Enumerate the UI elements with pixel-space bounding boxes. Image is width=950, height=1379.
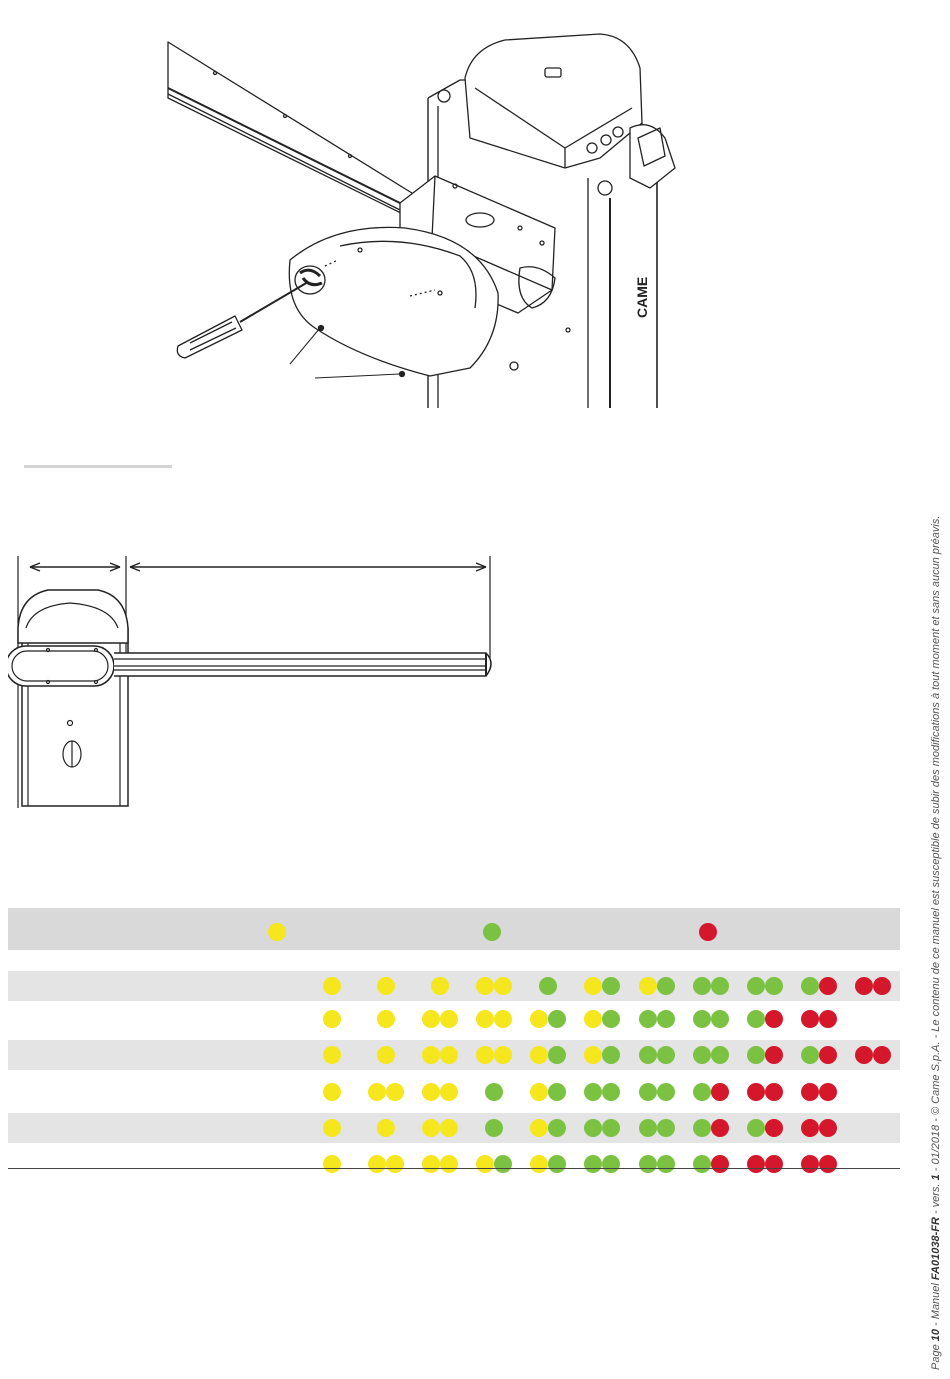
yellow-dot [323,1046,341,1064]
brand-label: CAME [634,276,650,318]
green-dot [548,1083,566,1101]
green-dot [548,1155,566,1173]
green-dot [548,1046,566,1064]
red-dot [819,1046,837,1064]
indicator-cell [801,1083,837,1101]
red-dot [711,1083,729,1101]
yellow-dot [530,1083,548,1101]
indicator-cell [801,977,837,995]
indicator-cell [422,1010,458,1028]
green-dot [747,1119,765,1137]
arm-cover [289,227,498,376]
yellow-dot [377,1010,395,1028]
indicator-cell [693,1083,729,1101]
section-divider [24,465,172,468]
red-dot [765,1010,783,1028]
yellow-dot [530,1155,548,1173]
yellow-dot [323,1119,341,1137]
indicator-cell [693,1046,729,1064]
yellow-dot [476,1010,494,1028]
green-dot [602,1155,620,1173]
green-dot [548,1010,566,1028]
table-row [8,1113,900,1143]
indicator-cell [323,1010,341,1028]
green-dot [693,1046,711,1064]
yellow-dot [323,1010,341,1028]
red-dot [801,1155,819,1173]
indicator-cell [693,1119,729,1137]
yellow-dot [440,1083,458,1101]
indicator-cell [639,977,675,995]
indicator-cell [422,1046,458,1064]
indicator-cell [747,1046,783,1064]
indicator-cell [855,977,891,995]
indicator-cell [693,1155,729,1173]
yellow-dot [368,1155,386,1173]
green-dot [602,1046,620,1064]
table-row [8,1149,900,1179]
footer-disclaimer: - 01/2018 - © Came S.p.A. - Le contenu de ce manuel est susceptible de subir des modifications à tout moment et sans aucun préavis. [930,515,942,1175]
indicator-cell [584,977,620,995]
indicator-cell [584,1046,620,1064]
yellow-dot [476,977,494,995]
indicator-cell [323,1155,341,1173]
footer-prefix: Page [930,1341,942,1370]
yellow-dot [422,1119,440,1137]
yellow-dot [440,1155,458,1173]
yellow-dot [386,1155,404,1173]
green-dot [693,1119,711,1137]
red-dot [801,1083,819,1101]
green-dot [639,1119,657,1137]
red-indicator-dot [699,923,717,941]
green-dot [548,1119,566,1137]
indicator-cell [485,1119,503,1137]
green-dot [639,1083,657,1101]
indicator-cell [747,1083,783,1101]
green-dot [747,977,765,995]
green-dot [711,1046,729,1064]
green-dot [711,977,729,995]
indicator-cell [747,1010,783,1028]
green-dot [639,1046,657,1064]
red-dot [819,1155,837,1173]
yellow-dot [530,1119,548,1137]
yellow-dot [377,1119,395,1137]
yellow-dot [584,977,602,995]
indicator-cell [422,1119,458,1137]
green-dot [602,977,620,995]
yellow-dot [639,977,657,995]
yellow-dot [476,1046,494,1064]
yellow-dot [422,1010,440,1028]
indicator-cell [476,1155,512,1173]
indicator-cell [801,1155,837,1173]
green-dot [693,1155,711,1173]
cabinet-top [18,590,128,643]
indicator-cell [422,1155,458,1173]
indicator-cell [323,1083,341,1101]
green-dot [602,1119,620,1137]
indicator-cell [530,1119,566,1137]
green-dot [693,1010,711,1028]
red-dot [819,1010,837,1028]
red-dot [801,1010,819,1028]
yellow-dot [431,977,449,995]
red-dot [819,1119,837,1137]
table-row [8,1077,900,1107]
indicator-cell [693,977,729,995]
indicator-cell [323,1119,341,1137]
red-dot [765,1046,783,1064]
yellow-dot [530,1010,548,1028]
indicator-cell [323,1046,341,1064]
yellow-dot [440,1010,458,1028]
indicator-cell [639,1046,675,1064]
green-dot [494,1155,512,1173]
indicator-cell [368,1083,404,1101]
indicator-cell [476,977,512,995]
red-dot [747,1083,765,1101]
indicator-cell [801,1119,837,1137]
yellow-dot [368,1083,386,1101]
table-row [8,1004,900,1034]
red-dot [765,1155,783,1173]
page-number: 10 [930,1329,942,1342]
indicator-cell [377,1119,395,1137]
indicator-cell [377,1046,395,1064]
yellow-dot [494,1010,512,1028]
table-row [8,1040,900,1070]
control-unit [465,34,642,168]
indicator-cell [639,1010,675,1028]
indicator-cell [584,1010,620,1028]
indicator-cell [530,1083,566,1101]
yellow-dot [584,1010,602,1028]
screwdriver [177,316,242,358]
indicator-cell [584,1083,620,1101]
table-bottom-rule [8,1168,900,1169]
green-dot [801,977,819,995]
yellow-dot [494,977,512,995]
boom-bar [114,653,491,676]
indicator-cell [539,977,557,995]
green-dot [657,1119,675,1137]
yellow-dot [530,1046,548,1064]
green-dot [657,1083,675,1101]
yellow-dot [377,1046,395,1064]
green-indicator-dot [483,923,501,941]
red-dot [855,1046,873,1064]
yellow-dot [494,1046,512,1064]
indicator-cell [801,1010,837,1028]
green-dot [693,1083,711,1101]
red-dot [765,1083,783,1101]
legend-band [8,908,900,950]
green-dot [584,1155,602,1173]
red-dot [747,1155,765,1173]
yellow-dot [440,1119,458,1137]
indicator-cell [747,977,783,995]
footer-manual-label: - Manuel [930,1280,942,1329]
green-dot [657,977,675,995]
yellow-dot [377,977,395,995]
indicator-cell [485,1083,503,1101]
green-dot [657,1155,675,1173]
indicator-cell [801,1046,837,1064]
yellow-dot [422,1083,440,1101]
red-dot [801,1119,819,1137]
table-row [8,971,900,1001]
yellow-dot [422,1046,440,1064]
red-dot [873,1046,891,1064]
indicator-cell [530,1010,566,1028]
indicator-cell [323,977,341,995]
green-dot [539,977,557,995]
yellow-dot [323,977,341,995]
indicator-cell [431,977,449,995]
indicator-cell [530,1046,566,1064]
indicator-cell [422,1083,458,1101]
indicator-cell [584,1119,620,1137]
indicator-cell [476,1046,512,1064]
green-dot [485,1083,503,1101]
green-dot [765,977,783,995]
green-dot [693,977,711,995]
manual-code: FA01038-FR [930,1217,942,1281]
red-dot [711,1155,729,1173]
green-dot [747,1010,765,1028]
green-dot [584,1083,602,1101]
red-dot [819,977,837,995]
indicator-cell [747,1155,783,1173]
indicator-cell [693,1010,729,1028]
red-dot [711,1119,729,1137]
yellow-dot [584,1046,602,1064]
indicator-cell [377,977,395,995]
indicator-cell [747,1119,783,1137]
yellow-dot [440,1046,458,1064]
red-dot [855,977,873,995]
indicator-cell [476,1010,512,1028]
green-dot [485,1119,503,1137]
indicator-cell [639,1155,675,1173]
version-number: 1 [930,1174,942,1181]
indicator-cell [377,1010,395,1028]
yellow-indicator-dot [268,923,286,941]
green-dot [711,1010,729,1028]
indicator-cell [368,1155,404,1173]
red-dot [765,1119,783,1137]
green-dot [602,1083,620,1101]
indicator-cell [584,1155,620,1173]
green-dot [801,1046,819,1064]
yellow-dot [323,1083,341,1101]
yellow-dot [422,1155,440,1173]
barrier-dimensions-drawing [8,548,508,813]
green-dot [602,1010,620,1028]
barrier-assembly-illustration [160,28,680,413]
green-dot [584,1119,602,1137]
red-dot [873,977,891,995]
yellow-dot [323,1155,341,1173]
footer-version-label: - vers. [930,1180,942,1218]
yellow-dot [386,1083,404,1101]
indicator-cell [530,1155,566,1173]
indicator-cell [855,1046,891,1064]
red-dot [819,1083,837,1101]
green-dot [639,1010,657,1028]
green-dot [657,1046,675,1064]
green-dot [657,1010,675,1028]
page-footer [930,516,942,1370]
green-dot [639,1155,657,1173]
green-dot [747,1046,765,1064]
yellow-dot [476,1155,494,1173]
indicator-cell [639,1083,675,1101]
indicator-cell [639,1119,675,1137]
